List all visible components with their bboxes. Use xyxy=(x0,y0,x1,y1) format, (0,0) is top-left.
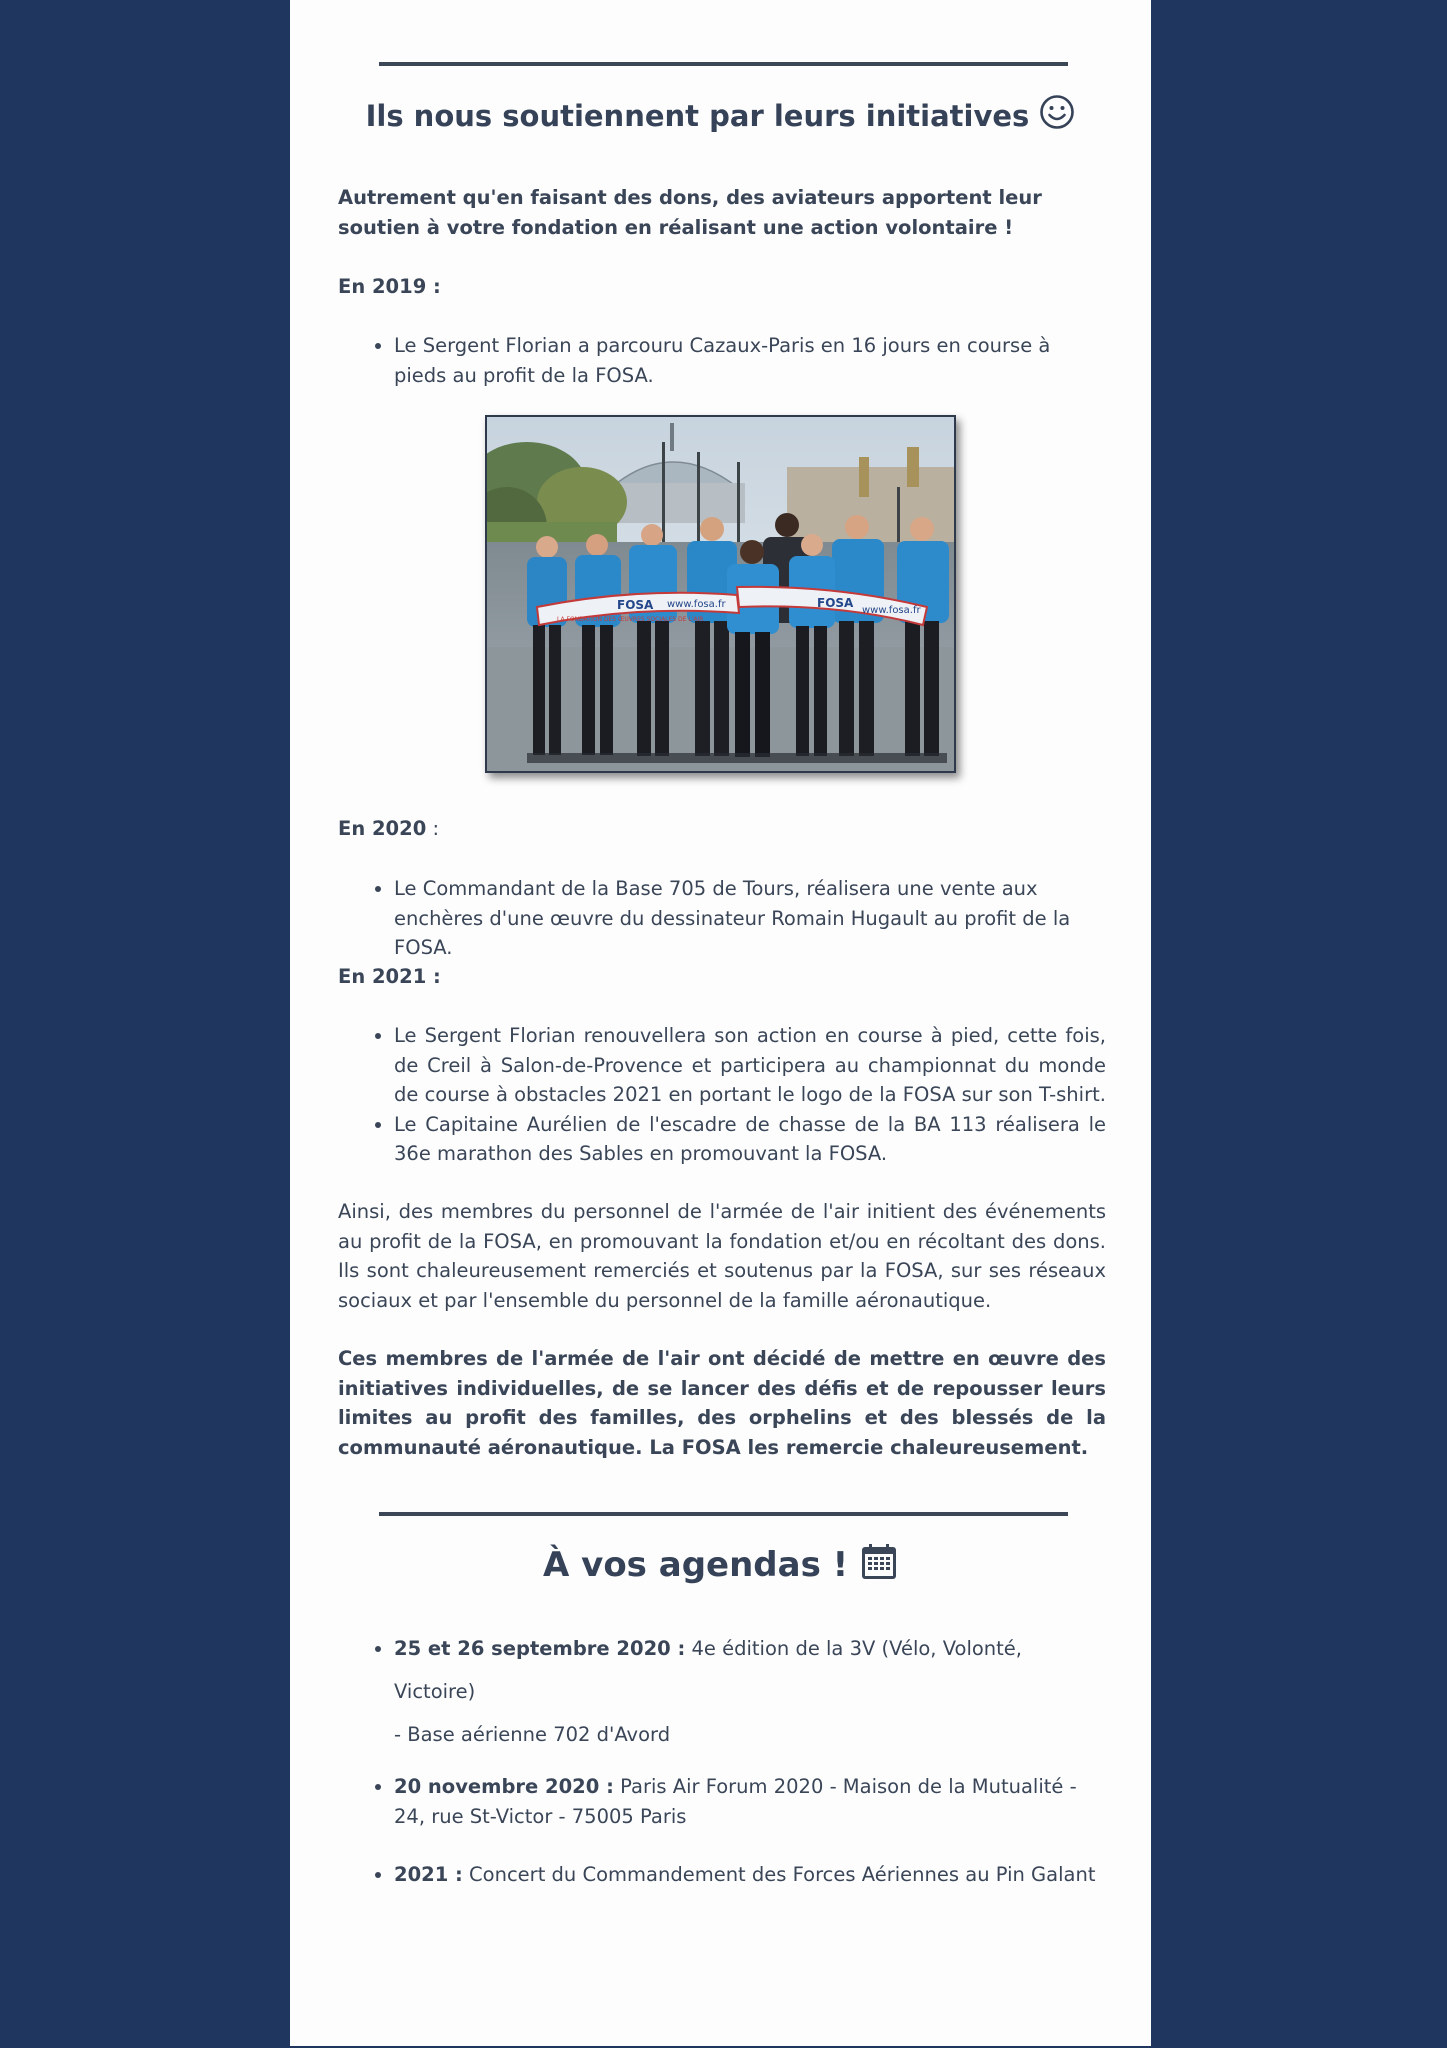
year-2020-list xyxy=(338,874,1106,963)
agenda-item xyxy=(394,1627,1106,1756)
calendar-icon xyxy=(860,1543,898,1581)
year-2021-list xyxy=(338,1021,1106,1169)
initiatives-title-row xyxy=(290,94,1151,136)
year-2021-label-block xyxy=(338,962,1106,992)
year-2019-list xyxy=(338,331,1106,390)
agenda-item-text-line2: - Base aérienne 702 d'Avord xyxy=(394,1723,671,1746)
agenda-item xyxy=(394,1772,1106,1831)
scarf-url-left: www.fosa.fr xyxy=(667,599,726,610)
summary-block xyxy=(338,1197,1106,1315)
newsletter-page xyxy=(290,0,1151,2046)
year-2020-label-block xyxy=(338,814,1106,844)
summary-paragraph: Ainsi, des membres du personnel de l'armée de l'air initient des événements au profit de la FOSA, en promouvant la fondation et/ou en récoltant des dons. Ils sont chaleureusement remerciés et soutenus par la FOSA, sur ses réseaux sociaux et par l'ensemble du personnel de la famille aéronautique. xyxy=(338,1200,1106,1312)
scarf-text-right: FOSA xyxy=(817,596,854,610)
agenda-item-text: Concert du Commandement des Forces Aériennes au Pin Galant xyxy=(462,1863,1096,1886)
year-2019-label-block xyxy=(338,272,1106,302)
list-item: • Le Sergent Florian a parcouru Cazaux-Paris en 16 jours en course à pieds au profit de la FOSA. xyxy=(394,331,1106,390)
year-2020-suffix: : xyxy=(426,817,440,840)
list-item: • Le Capitaine Aurélien de l'escadre de chasse de la BA 113 réalisera le 36e marathon des Sables en promouvant la FOSA. xyxy=(394,1110,1106,1169)
initiatives-title: Ils nous soutiennent par leurs initiatives xyxy=(365,99,1030,133)
closing-block xyxy=(338,1344,1106,1462)
agenda-title: À vos agendas ! xyxy=(543,1545,849,1585)
section-divider xyxy=(379,62,1068,66)
agenda-list xyxy=(338,1627,1106,1890)
agenda-item xyxy=(394,1860,1106,1890)
list-item: • Le Commandant de la Base 705 de Tours, réalisera une vente aux enchères d'une œuvre du dessinateur Romain Hugault au profit de la FOSA. xyxy=(394,874,1106,963)
closing-paragraph: Ces membres de l'armée de l'air ont décidé de mettre en œuvre des initiatives individuelles, de se lancer des défis et de repousser leurs limites au profit des familles, des orphelins et des blessés de la communauté aéronautique. La FOSA les remercie chaleureusement. xyxy=(338,1347,1106,1459)
agenda-item-text: Paris Air Forum 2020 - Maison de la Mutualité - 24, rue St-Victor - 75005 Paris xyxy=(394,1775,1077,1828)
agenda-item-date: 25 et 26 septembre 2020 : xyxy=(394,1637,686,1660)
year-2021-label: En 2021 : xyxy=(338,965,441,988)
scarf-text-left: FOSA xyxy=(617,598,654,612)
list-item: • Le Sergent Florian renouvellera son action en course à pied, cette fois, de Creil à Salon-de-Provence et participera au championnat du monde de course à obstacles 2021 en portant le logo de la FOSA sur son T-shirt. xyxy=(394,1021,1106,1110)
initiatives-intro-block xyxy=(338,183,1106,242)
agenda-item-date: 20 novembre 2020 : xyxy=(394,1775,614,1798)
scarf-url-right: www.fosa.fr xyxy=(862,605,921,616)
section-divider xyxy=(379,1512,1068,1516)
initiatives-intro: Autrement qu'en faisant des dons, des aviateurs apportent leur soutien à votre fondation en réalisant une action volontaire ! xyxy=(338,186,1042,239)
agenda-title-row xyxy=(290,1541,1151,1589)
agenda-item-text: 4e édition de la 3V (Vélo, Volonté, Victoire) xyxy=(394,1637,1023,1703)
year-2020-label: En 2020 xyxy=(338,817,427,840)
team-photo-image xyxy=(487,417,954,771)
smile-icon xyxy=(1039,94,1075,130)
scarf-foundation-text: LA FONDATION DES ŒUVRES SOCIALES DE L'AIR xyxy=(557,616,704,623)
year-2019-label: En 2019 : xyxy=(338,275,441,298)
agenda-item-date: 2021 : xyxy=(394,1863,463,1886)
team-photo xyxy=(485,415,956,773)
